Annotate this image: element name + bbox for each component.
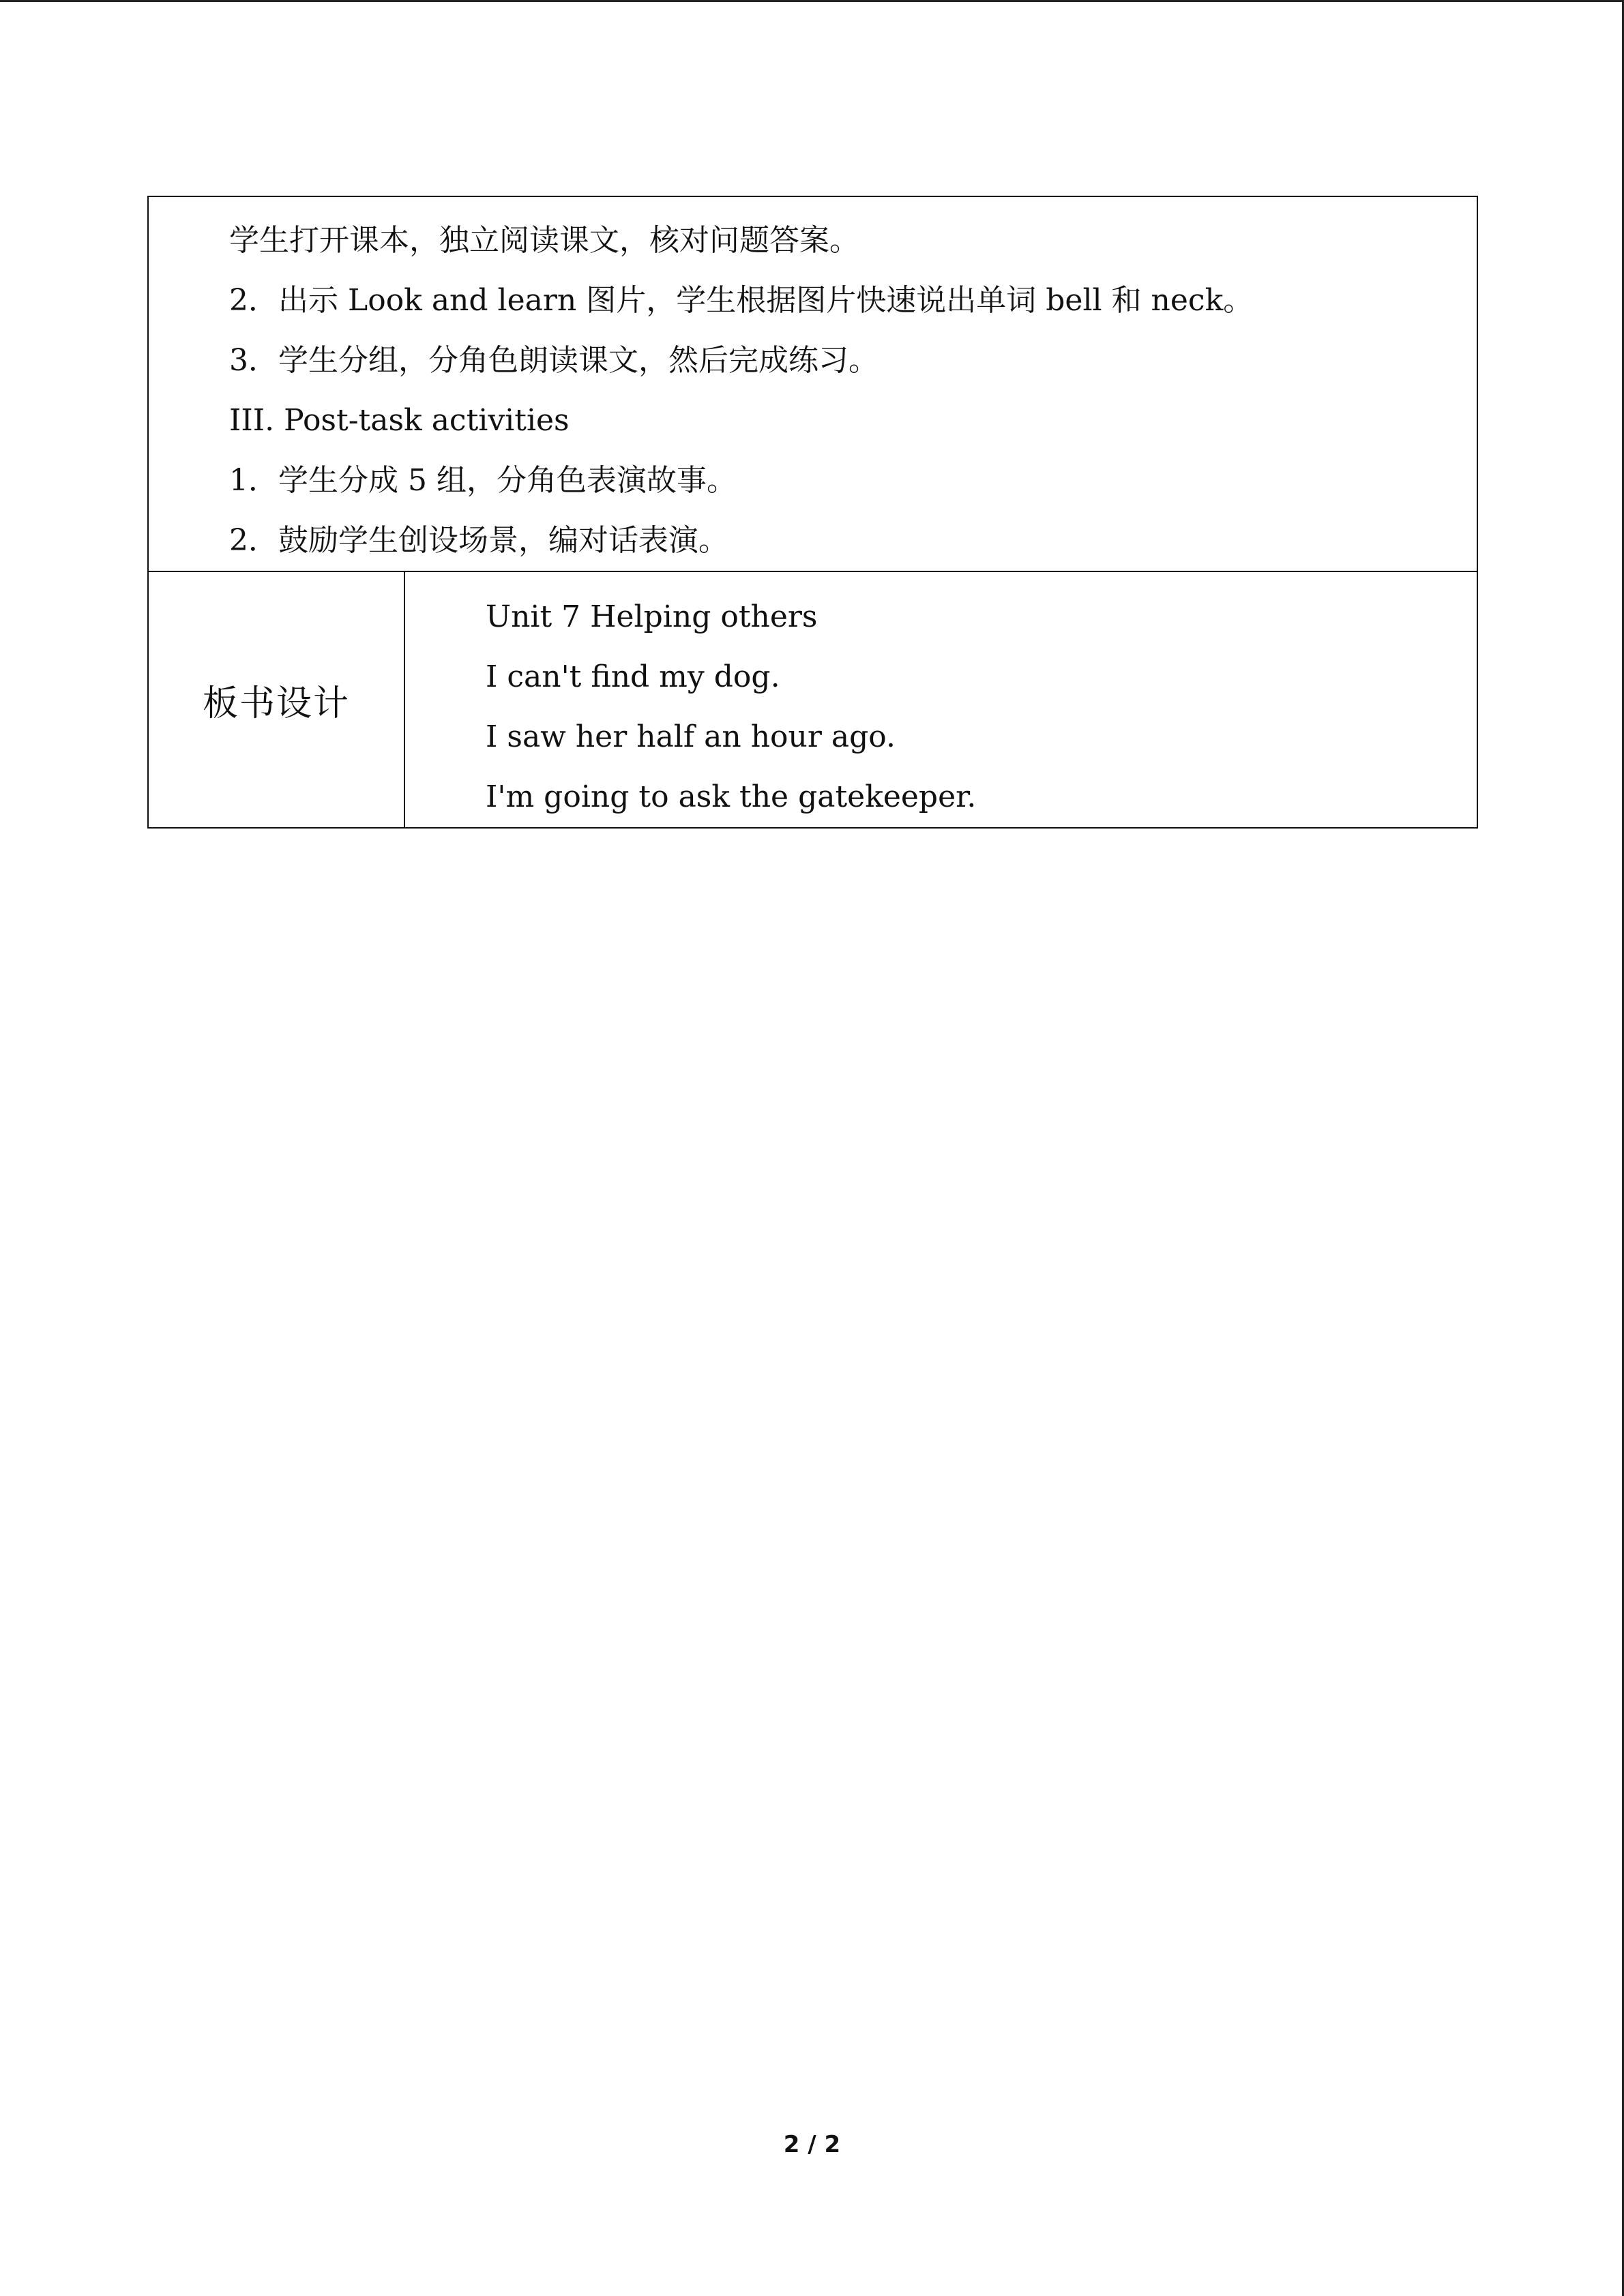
procedure-content [149,197,1477,571]
board-line: I saw her half an hour ago. [486,719,896,754]
procedure-line: 1．学生分成 5 组，分角色表演故事。 [229,463,737,498]
board-design-label-cell [148,571,404,828]
board-line: Unit 7 Helping others [486,599,818,634]
procedure-line: 2．出示 Look and learn 图片，学生根据图片快速说出单词 bell 和 neck。 [229,283,1254,318]
board-line: I'm going to ask the gatekeeper. [486,779,977,814]
procedure-line: 2．鼓励学生创设场景，编对话表演。 [229,523,728,558]
procedure-row [148,196,1477,571]
board-design-row [148,571,1477,828]
board-design-content [405,572,1477,827]
section-heading: III. Post-task activities [229,403,570,438]
board-line: I can't find my dog. [486,659,780,694]
board-design-label: 板书设计 [202,683,350,724]
board-design-content-cell [404,571,1477,828]
procedure-line: 3．学生分组，分角色朗读课文，然后完成练习。 [229,343,879,378]
page-number: 2 / 2 [783,2131,841,2158]
procedure-line: 学生打开课本，独立阅读课文，核对问题答案。 [229,223,859,258]
procedure-cell [148,196,1477,571]
lesson-plan-table [147,196,1478,829]
top-border-line [0,0,1624,2]
